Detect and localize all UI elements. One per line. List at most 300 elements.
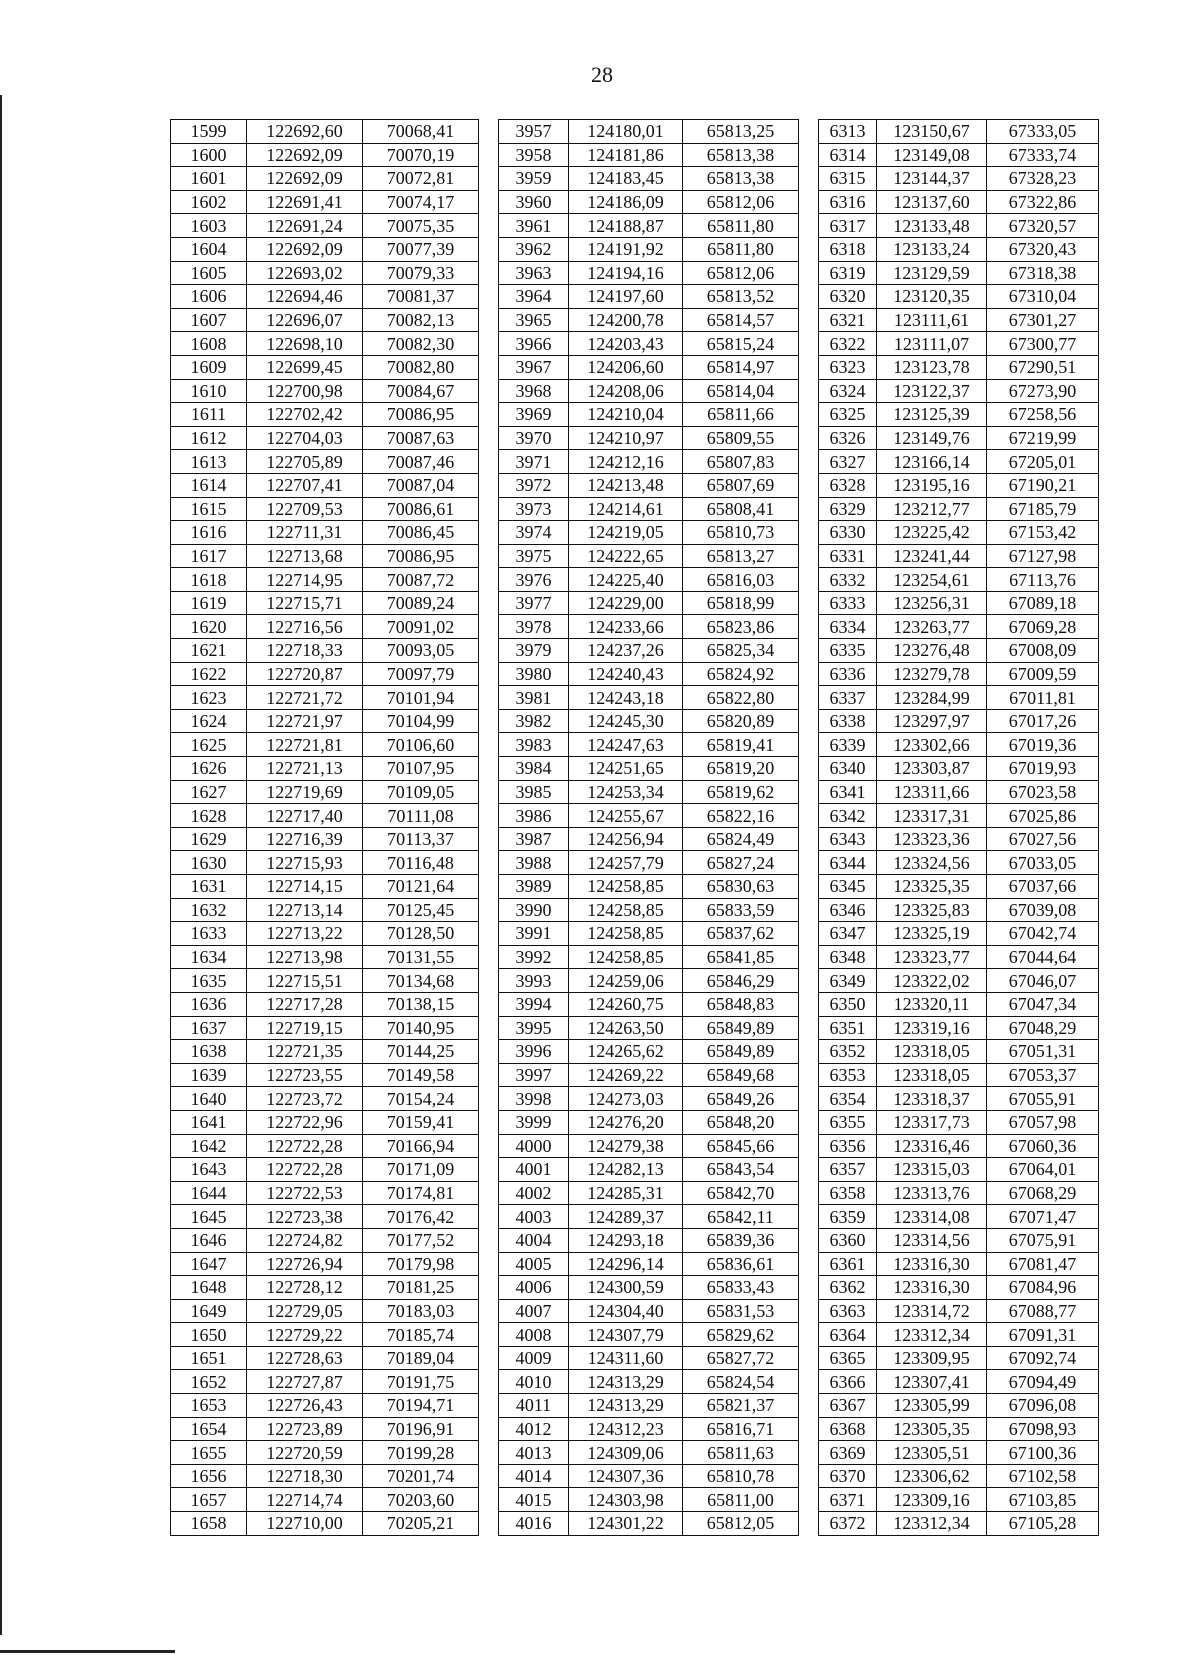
group-1-point-number-cell: 1625 bbox=[171, 733, 247, 757]
group-1-y-coordinate-cell: 70087,04 bbox=[363, 473, 479, 497]
group-2-y-coordinate-cell: 65836,61 bbox=[683, 1252, 799, 1276]
column-gap bbox=[799, 143, 819, 167]
group-1-x-coordinate-cell: 122720,59 bbox=[247, 1441, 363, 1465]
group-1-y-coordinate-cell: 70070,19 bbox=[363, 143, 479, 167]
group-3-y-coordinate-cell: 67025,86 bbox=[987, 804, 1099, 828]
group-2-point-number-cell: 3985 bbox=[499, 780, 569, 804]
group-3-y-coordinate-cell: 67205,01 bbox=[987, 450, 1099, 474]
group-2-y-coordinate-cell: 65823,86 bbox=[683, 615, 799, 639]
group-3-x-coordinate-cell: 123318,37 bbox=[877, 1087, 987, 1111]
group-3-point-number-cell: 6363 bbox=[819, 1299, 877, 1323]
group-3-y-coordinate-cell: 67033,05 bbox=[987, 851, 1099, 875]
group-1-y-coordinate-cell: 70144,25 bbox=[363, 1040, 479, 1064]
group-3-x-coordinate-cell: 123313,76 bbox=[877, 1181, 987, 1205]
group-1-x-coordinate-cell: 122691,24 bbox=[247, 214, 363, 238]
group-3-y-coordinate-cell: 67084,96 bbox=[987, 1276, 1099, 1300]
group-3-x-coordinate-cell: 123305,99 bbox=[877, 1394, 987, 1418]
group-2-point-number-cell: 3988 bbox=[499, 851, 569, 875]
group-3-point-number-cell: 6323 bbox=[819, 355, 877, 379]
column-gap bbox=[479, 969, 499, 993]
column-gap bbox=[799, 285, 819, 309]
group-2-x-coordinate-cell: 124206,60 bbox=[569, 355, 683, 379]
group-1-x-coordinate-cell: 122709,53 bbox=[247, 497, 363, 521]
group-2-x-coordinate-cell: 124311,60 bbox=[569, 1346, 683, 1370]
group-2-x-coordinate-cell: 124307,79 bbox=[569, 1323, 683, 1347]
column-gap bbox=[479, 450, 499, 474]
group-1-y-coordinate-cell: 70134,68 bbox=[363, 969, 479, 993]
group-1-x-coordinate-cell: 122699,45 bbox=[247, 355, 363, 379]
table-row bbox=[171, 1228, 1099, 1252]
group-3-point-number-cell: 6332 bbox=[819, 568, 877, 592]
group-3-y-coordinate-cell: 67102,58 bbox=[987, 1464, 1099, 1488]
column-gap bbox=[479, 898, 499, 922]
group-2-y-coordinate-cell: 65819,20 bbox=[683, 757, 799, 781]
group-2-point-number-cell: 4002 bbox=[499, 1181, 569, 1205]
column-gap bbox=[479, 1252, 499, 1276]
group-3-y-coordinate-cell: 67219,99 bbox=[987, 426, 1099, 450]
group-3-point-number-cell: 6320 bbox=[819, 285, 877, 309]
group-1-y-coordinate-cell: 70179,98 bbox=[363, 1252, 479, 1276]
group-2-x-coordinate-cell: 124247,63 bbox=[569, 733, 683, 757]
column-gap bbox=[479, 1346, 499, 1370]
column-gap bbox=[799, 686, 819, 710]
group-1-point-number-cell: 1606 bbox=[171, 285, 247, 309]
group-3-x-coordinate-cell: 123225,42 bbox=[877, 521, 987, 545]
group-3-point-number-cell: 6371 bbox=[819, 1488, 877, 1512]
group-2-point-number-cell: 3994 bbox=[499, 992, 569, 1016]
column-gap bbox=[799, 662, 819, 686]
group-1-x-coordinate-cell: 122728,63 bbox=[247, 1346, 363, 1370]
group-1-point-number-cell: 1649 bbox=[171, 1299, 247, 1323]
group-3-y-coordinate-cell: 67055,91 bbox=[987, 1087, 1099, 1111]
table-row bbox=[171, 497, 1099, 521]
group-1-y-coordinate-cell: 70093,05 bbox=[363, 639, 479, 663]
group-1-y-coordinate-cell: 70181,25 bbox=[363, 1276, 479, 1300]
group-3-y-coordinate-cell: 67053,37 bbox=[987, 1063, 1099, 1087]
column-gap bbox=[799, 403, 819, 427]
column-gap bbox=[479, 757, 499, 781]
group-1-y-coordinate-cell: 70097,79 bbox=[363, 662, 479, 686]
group-3-point-number-cell: 6331 bbox=[819, 544, 877, 568]
group-1-y-coordinate-cell: 70138,15 bbox=[363, 992, 479, 1016]
group-2-x-coordinate-cell: 124188,87 bbox=[569, 214, 683, 238]
group-1-point-number-cell: 1610 bbox=[171, 379, 247, 403]
group-3-x-coordinate-cell: 123318,05 bbox=[877, 1063, 987, 1087]
group-3-y-coordinate-cell: 67071,47 bbox=[987, 1205, 1099, 1229]
table-row bbox=[171, 1181, 1099, 1205]
group-3-y-coordinate-cell: 67046,07 bbox=[987, 969, 1099, 993]
group-3-x-coordinate-cell: 123312,34 bbox=[877, 1512, 987, 1536]
group-1-x-coordinate-cell: 122692,09 bbox=[247, 167, 363, 191]
group-3-y-coordinate-cell: 67023,58 bbox=[987, 780, 1099, 804]
group-3-y-coordinate-cell: 67044,64 bbox=[987, 945, 1099, 969]
column-gap bbox=[799, 1441, 819, 1465]
group-1-point-number-cell: 1643 bbox=[171, 1158, 247, 1182]
group-1-y-coordinate-cell: 70087,46 bbox=[363, 450, 479, 474]
group-2-x-coordinate-cell: 124194,16 bbox=[569, 261, 683, 285]
group-2-point-number-cell: 3990 bbox=[499, 898, 569, 922]
group-1-x-coordinate-cell: 122717,28 bbox=[247, 992, 363, 1016]
column-gap bbox=[799, 544, 819, 568]
group-3-point-number-cell: 6330 bbox=[819, 521, 877, 545]
group-1-point-number-cell: 1630 bbox=[171, 851, 247, 875]
group-2-y-coordinate-cell: 65822,16 bbox=[683, 804, 799, 828]
column-gap bbox=[799, 1417, 819, 1441]
group-3-point-number-cell: 6347 bbox=[819, 922, 877, 946]
group-2-y-coordinate-cell: 65810,73 bbox=[683, 521, 799, 545]
group-2-x-coordinate-cell: 124309,06 bbox=[569, 1441, 683, 1465]
group-1-x-coordinate-cell: 122727,87 bbox=[247, 1370, 363, 1394]
group-3-y-coordinate-cell: 67068,29 bbox=[987, 1181, 1099, 1205]
column-gap bbox=[799, 1276, 819, 1300]
group-3-x-coordinate-cell: 123325,19 bbox=[877, 922, 987, 946]
table-row bbox=[171, 521, 1099, 545]
group-2-y-coordinate-cell: 65839,36 bbox=[683, 1228, 799, 1252]
group-2-x-coordinate-cell: 124313,29 bbox=[569, 1370, 683, 1394]
group-3-x-coordinate-cell: 123312,34 bbox=[877, 1323, 987, 1347]
group-3-x-coordinate-cell: 123111,07 bbox=[877, 332, 987, 356]
group-2-point-number-cell: 3957 bbox=[499, 120, 569, 144]
group-1-y-coordinate-cell: 70072,81 bbox=[363, 167, 479, 191]
group-2-y-coordinate-cell: 65811,63 bbox=[683, 1441, 799, 1465]
table-row bbox=[171, 1370, 1099, 1394]
group-2-y-coordinate-cell: 65814,97 bbox=[683, 355, 799, 379]
group-3-x-coordinate-cell: 123133,48 bbox=[877, 214, 987, 238]
column-gap bbox=[799, 426, 819, 450]
group-3-point-number-cell: 6325 bbox=[819, 403, 877, 427]
column-gap bbox=[479, 1323, 499, 1347]
group-1-y-coordinate-cell: 70106,60 bbox=[363, 733, 479, 757]
group-1-y-coordinate-cell: 70166,94 bbox=[363, 1134, 479, 1158]
column-gap bbox=[799, 1181, 819, 1205]
group-3-y-coordinate-cell: 67333,05 bbox=[987, 120, 1099, 144]
group-3-y-coordinate-cell: 67333,74 bbox=[987, 143, 1099, 167]
group-3-x-coordinate-cell: 123317,31 bbox=[877, 804, 987, 828]
column-gap bbox=[799, 308, 819, 332]
column-gap bbox=[479, 1228, 499, 1252]
group-1-point-number-cell: 1607 bbox=[171, 308, 247, 332]
group-1-y-coordinate-cell: 70113,37 bbox=[363, 827, 479, 851]
group-1-x-coordinate-cell: 122692,09 bbox=[247, 143, 363, 167]
group-3-x-coordinate-cell: 123133,24 bbox=[877, 237, 987, 261]
group-1-x-coordinate-cell: 122718,33 bbox=[247, 639, 363, 663]
group-3-y-coordinate-cell: 67088,77 bbox=[987, 1299, 1099, 1323]
group-3-x-coordinate-cell: 123311,66 bbox=[877, 780, 987, 804]
group-3-y-coordinate-cell: 67113,76 bbox=[987, 568, 1099, 592]
group-1-x-coordinate-cell: 122719,15 bbox=[247, 1016, 363, 1040]
column-gap bbox=[799, 1323, 819, 1347]
group-1-y-coordinate-cell: 70116,48 bbox=[363, 851, 479, 875]
group-1-point-number-cell: 1621 bbox=[171, 639, 247, 663]
group-2-point-number-cell: 3983 bbox=[499, 733, 569, 757]
group-1-y-coordinate-cell: 70104,99 bbox=[363, 709, 479, 733]
column-gap bbox=[799, 1205, 819, 1229]
column-gap bbox=[479, 639, 499, 663]
group-2-point-number-cell: 3970 bbox=[499, 426, 569, 450]
column-gap bbox=[799, 851, 819, 875]
group-1-x-coordinate-cell: 122715,93 bbox=[247, 851, 363, 875]
table-row bbox=[171, 1417, 1099, 1441]
group-1-point-number-cell: 1624 bbox=[171, 709, 247, 733]
group-2-x-coordinate-cell: 124300,59 bbox=[569, 1276, 683, 1300]
group-1-x-coordinate-cell: 122693,02 bbox=[247, 261, 363, 285]
column-gap bbox=[479, 733, 499, 757]
table-row bbox=[171, 591, 1099, 615]
group-1-x-coordinate-cell: 122715,71 bbox=[247, 591, 363, 615]
table-row bbox=[171, 1016, 1099, 1040]
table-row bbox=[171, 1346, 1099, 1370]
column-gap bbox=[799, 1040, 819, 1064]
group-1-x-coordinate-cell: 122721,13 bbox=[247, 757, 363, 781]
group-1-y-coordinate-cell: 70079,33 bbox=[363, 261, 479, 285]
table-row bbox=[171, 143, 1099, 167]
group-2-y-coordinate-cell: 65820,89 bbox=[683, 709, 799, 733]
group-3-y-coordinate-cell: 67089,18 bbox=[987, 591, 1099, 615]
column-gap bbox=[479, 1110, 499, 1134]
group-1-x-coordinate-cell: 122722,28 bbox=[247, 1158, 363, 1182]
group-3-y-coordinate-cell: 67098,93 bbox=[987, 1417, 1099, 1441]
column-gap bbox=[799, 1394, 819, 1418]
group-2-y-coordinate-cell: 65837,62 bbox=[683, 922, 799, 946]
group-1-x-coordinate-cell: 122692,60 bbox=[247, 120, 363, 144]
column-gap bbox=[479, 285, 499, 309]
group-1-point-number-cell: 1614 bbox=[171, 473, 247, 497]
group-3-point-number-cell: 6357 bbox=[819, 1158, 877, 1182]
group-1-y-coordinate-cell: 70111,08 bbox=[363, 804, 479, 828]
group-2-point-number-cell: 4015 bbox=[499, 1488, 569, 1512]
group-3-y-coordinate-cell: 67185,79 bbox=[987, 497, 1099, 521]
group-1-y-coordinate-cell: 70087,63 bbox=[363, 426, 479, 450]
group-3-y-coordinate-cell: 67017,26 bbox=[987, 709, 1099, 733]
table-row bbox=[171, 827, 1099, 851]
scan-edge-bottom bbox=[0, 1650, 175, 1653]
group-1-y-coordinate-cell: 70081,37 bbox=[363, 285, 479, 309]
group-3-point-number-cell: 6328 bbox=[819, 473, 877, 497]
group-3-y-coordinate-cell: 67127,98 bbox=[987, 544, 1099, 568]
group-1-point-number-cell: 1608 bbox=[171, 332, 247, 356]
table-row bbox=[171, 473, 1099, 497]
group-3-y-coordinate-cell: 67328,23 bbox=[987, 167, 1099, 191]
column-gap bbox=[799, 969, 819, 993]
group-1-point-number-cell: 1650 bbox=[171, 1323, 247, 1347]
group-3-point-number-cell: 6321 bbox=[819, 308, 877, 332]
group-3-x-coordinate-cell: 123323,36 bbox=[877, 827, 987, 851]
group-2-y-coordinate-cell: 65818,99 bbox=[683, 591, 799, 615]
group-2-point-number-cell: 4004 bbox=[499, 1228, 569, 1252]
group-2-x-coordinate-cell: 124313,29 bbox=[569, 1394, 683, 1418]
group-3-y-coordinate-cell: 67011,81 bbox=[987, 686, 1099, 710]
group-1-point-number-cell: 1617 bbox=[171, 544, 247, 568]
scan-edge-left bbox=[0, 95, 2, 1635]
group-2-y-coordinate-cell: 65811,66 bbox=[683, 403, 799, 427]
group-3-y-coordinate-cell: 67019,93 bbox=[987, 757, 1099, 781]
group-1-y-coordinate-cell: 70140,95 bbox=[363, 1016, 479, 1040]
column-gap bbox=[479, 1276, 499, 1300]
column-gap bbox=[799, 1488, 819, 1512]
group-2-y-coordinate-cell: 65813,38 bbox=[683, 143, 799, 167]
group-1-point-number-cell: 1637 bbox=[171, 1016, 247, 1040]
group-2-x-coordinate-cell: 124251,65 bbox=[569, 757, 683, 781]
group-1-point-number-cell: 1615 bbox=[171, 497, 247, 521]
group-3-y-coordinate-cell: 67290,51 bbox=[987, 355, 1099, 379]
group-3-point-number-cell: 6336 bbox=[819, 662, 877, 686]
column-gap bbox=[799, 1512, 819, 1536]
group-3-x-coordinate-cell: 123305,35 bbox=[877, 1417, 987, 1441]
group-2-x-coordinate-cell: 124222,65 bbox=[569, 544, 683, 568]
group-3-y-coordinate-cell: 67057,98 bbox=[987, 1110, 1099, 1134]
group-1-point-number-cell: 1645 bbox=[171, 1205, 247, 1229]
group-2-point-number-cell: 4014 bbox=[499, 1464, 569, 1488]
group-2-y-coordinate-cell: 65807,69 bbox=[683, 473, 799, 497]
column-gap bbox=[799, 332, 819, 356]
group-2-x-coordinate-cell: 124260,75 bbox=[569, 992, 683, 1016]
group-2-y-coordinate-cell: 65814,57 bbox=[683, 308, 799, 332]
group-2-point-number-cell: 3979 bbox=[499, 639, 569, 663]
group-2-y-coordinate-cell: 65822,80 bbox=[683, 686, 799, 710]
group-3-point-number-cell: 6367 bbox=[819, 1394, 877, 1418]
table-row bbox=[171, 1394, 1099, 1418]
group-1-x-coordinate-cell: 122722,53 bbox=[247, 1181, 363, 1205]
group-3-y-coordinate-cell: 67273,90 bbox=[987, 379, 1099, 403]
group-2-point-number-cell: 3966 bbox=[499, 332, 569, 356]
group-2-point-number-cell: 3974 bbox=[499, 521, 569, 545]
group-2-y-coordinate-cell: 65824,92 bbox=[683, 662, 799, 686]
column-gap bbox=[479, 568, 499, 592]
group-2-point-number-cell: 3984 bbox=[499, 757, 569, 781]
group-1-x-coordinate-cell: 122722,96 bbox=[247, 1110, 363, 1134]
group-3-y-coordinate-cell: 67094,49 bbox=[987, 1370, 1099, 1394]
group-2-x-coordinate-cell: 124282,13 bbox=[569, 1158, 683, 1182]
group-2-point-number-cell: 3965 bbox=[499, 308, 569, 332]
column-gap bbox=[479, 804, 499, 828]
table-row bbox=[171, 426, 1099, 450]
group-3-y-coordinate-cell: 67092,74 bbox=[987, 1346, 1099, 1370]
group-2-y-coordinate-cell: 65829,62 bbox=[683, 1323, 799, 1347]
group-3-y-coordinate-cell: 67100,36 bbox=[987, 1441, 1099, 1465]
table-row bbox=[171, 1441, 1099, 1465]
group-2-y-coordinate-cell: 65830,63 bbox=[683, 875, 799, 899]
group-2-x-coordinate-cell: 124183,45 bbox=[569, 167, 683, 191]
column-gap bbox=[799, 1299, 819, 1323]
group-1-point-number-cell: 1626 bbox=[171, 757, 247, 781]
group-2-y-coordinate-cell: 65813,38 bbox=[683, 167, 799, 191]
group-2-y-coordinate-cell: 65842,70 bbox=[683, 1181, 799, 1205]
column-gap bbox=[799, 214, 819, 238]
group-2-point-number-cell: 3987 bbox=[499, 827, 569, 851]
table-row bbox=[171, 261, 1099, 285]
group-2-point-number-cell: 3996 bbox=[499, 1040, 569, 1064]
group-3-x-coordinate-cell: 123314,72 bbox=[877, 1299, 987, 1323]
coordinates-table bbox=[170, 119, 1099, 1536]
table-row bbox=[171, 1205, 1099, 1229]
group-2-point-number-cell: 3999 bbox=[499, 1110, 569, 1134]
group-1-y-coordinate-cell: 70131,55 bbox=[363, 945, 479, 969]
column-gap bbox=[799, 355, 819, 379]
group-1-y-coordinate-cell: 70086,61 bbox=[363, 497, 479, 521]
group-3-x-coordinate-cell: 123276,48 bbox=[877, 639, 987, 663]
group-1-x-coordinate-cell: 122720,87 bbox=[247, 662, 363, 686]
group-3-point-number-cell: 6353 bbox=[819, 1063, 877, 1087]
group-3-point-number-cell: 6358 bbox=[819, 1181, 877, 1205]
group-2-point-number-cell: 4000 bbox=[499, 1134, 569, 1158]
group-3-y-coordinate-cell: 67320,57 bbox=[987, 214, 1099, 238]
group-3-y-coordinate-cell: 67069,28 bbox=[987, 615, 1099, 639]
group-3-y-coordinate-cell: 67096,08 bbox=[987, 1394, 1099, 1418]
table-row bbox=[171, 639, 1099, 663]
group-1-point-number-cell: 1641 bbox=[171, 1110, 247, 1134]
group-1-x-coordinate-cell: 122721,81 bbox=[247, 733, 363, 757]
column-gap bbox=[479, 827, 499, 851]
table-row bbox=[171, 120, 1099, 144]
group-2-y-coordinate-cell: 65827,24 bbox=[683, 851, 799, 875]
group-2-x-coordinate-cell: 124258,85 bbox=[569, 898, 683, 922]
group-1-x-coordinate-cell: 122700,98 bbox=[247, 379, 363, 403]
group-1-point-number-cell: 1632 bbox=[171, 898, 247, 922]
group-2-y-coordinate-cell: 65814,04 bbox=[683, 379, 799, 403]
group-1-y-coordinate-cell: 70176,42 bbox=[363, 1205, 479, 1229]
group-2-y-coordinate-cell: 65811,80 bbox=[683, 237, 799, 261]
group-2-x-coordinate-cell: 124293,18 bbox=[569, 1228, 683, 1252]
table-row bbox=[171, 733, 1099, 757]
group-2-y-coordinate-cell: 65833,59 bbox=[683, 898, 799, 922]
group-3-point-number-cell: 6326 bbox=[819, 426, 877, 450]
group-1-x-coordinate-cell: 122723,72 bbox=[247, 1087, 363, 1111]
group-3-point-number-cell: 6368 bbox=[819, 1417, 877, 1441]
group-3-point-number-cell: 6355 bbox=[819, 1110, 877, 1134]
group-2-x-coordinate-cell: 124263,50 bbox=[569, 1016, 683, 1040]
column-gap bbox=[479, 544, 499, 568]
group-2-x-coordinate-cell: 124269,22 bbox=[569, 1063, 683, 1087]
group-2-point-number-cell: 3982 bbox=[499, 709, 569, 733]
column-gap bbox=[479, 143, 499, 167]
group-1-point-number-cell: 1640 bbox=[171, 1087, 247, 1111]
column-gap bbox=[479, 426, 499, 450]
group-3-x-coordinate-cell: 123166,14 bbox=[877, 450, 987, 474]
group-1-point-number-cell: 1612 bbox=[171, 426, 247, 450]
group-3-point-number-cell: 6372 bbox=[819, 1512, 877, 1536]
group-1-x-coordinate-cell: 122713,14 bbox=[247, 898, 363, 922]
table-row bbox=[171, 167, 1099, 191]
group-1-point-number-cell: 1619 bbox=[171, 591, 247, 615]
table-row bbox=[171, 1464, 1099, 1488]
group-2-y-coordinate-cell: 65824,49 bbox=[683, 827, 799, 851]
column-gap bbox=[799, 1063, 819, 1087]
group-1-y-coordinate-cell: 70201,74 bbox=[363, 1464, 479, 1488]
group-1-point-number-cell: 1627 bbox=[171, 780, 247, 804]
group-3-x-coordinate-cell: 123123,78 bbox=[877, 355, 987, 379]
group-3-y-coordinate-cell: 67008,09 bbox=[987, 639, 1099, 663]
group-2-x-coordinate-cell: 124258,85 bbox=[569, 922, 683, 946]
group-3-point-number-cell: 6351 bbox=[819, 1016, 877, 1040]
group-3-point-number-cell: 6338 bbox=[819, 709, 877, 733]
group-2-x-coordinate-cell: 124208,06 bbox=[569, 379, 683, 403]
column-gap bbox=[799, 1087, 819, 1111]
group-3-x-coordinate-cell: 123254,61 bbox=[877, 568, 987, 592]
group-2-point-number-cell: 3986 bbox=[499, 804, 569, 828]
group-1-point-number-cell: 1622 bbox=[171, 662, 247, 686]
group-2-point-number-cell: 3992 bbox=[499, 945, 569, 969]
group-2-x-coordinate-cell: 124259,06 bbox=[569, 969, 683, 993]
group-3-x-coordinate-cell: 123303,87 bbox=[877, 757, 987, 781]
group-3-y-coordinate-cell: 67300,77 bbox=[987, 332, 1099, 356]
group-3-y-coordinate-cell: 67051,31 bbox=[987, 1040, 1099, 1064]
group-3-x-coordinate-cell: 123317,73 bbox=[877, 1110, 987, 1134]
group-3-x-coordinate-cell: 123325,83 bbox=[877, 898, 987, 922]
table-row bbox=[171, 804, 1099, 828]
group-2-point-number-cell: 3959 bbox=[499, 167, 569, 191]
group-3-x-coordinate-cell: 123137,60 bbox=[877, 190, 987, 214]
group-3-x-coordinate-cell: 123129,59 bbox=[877, 261, 987, 285]
